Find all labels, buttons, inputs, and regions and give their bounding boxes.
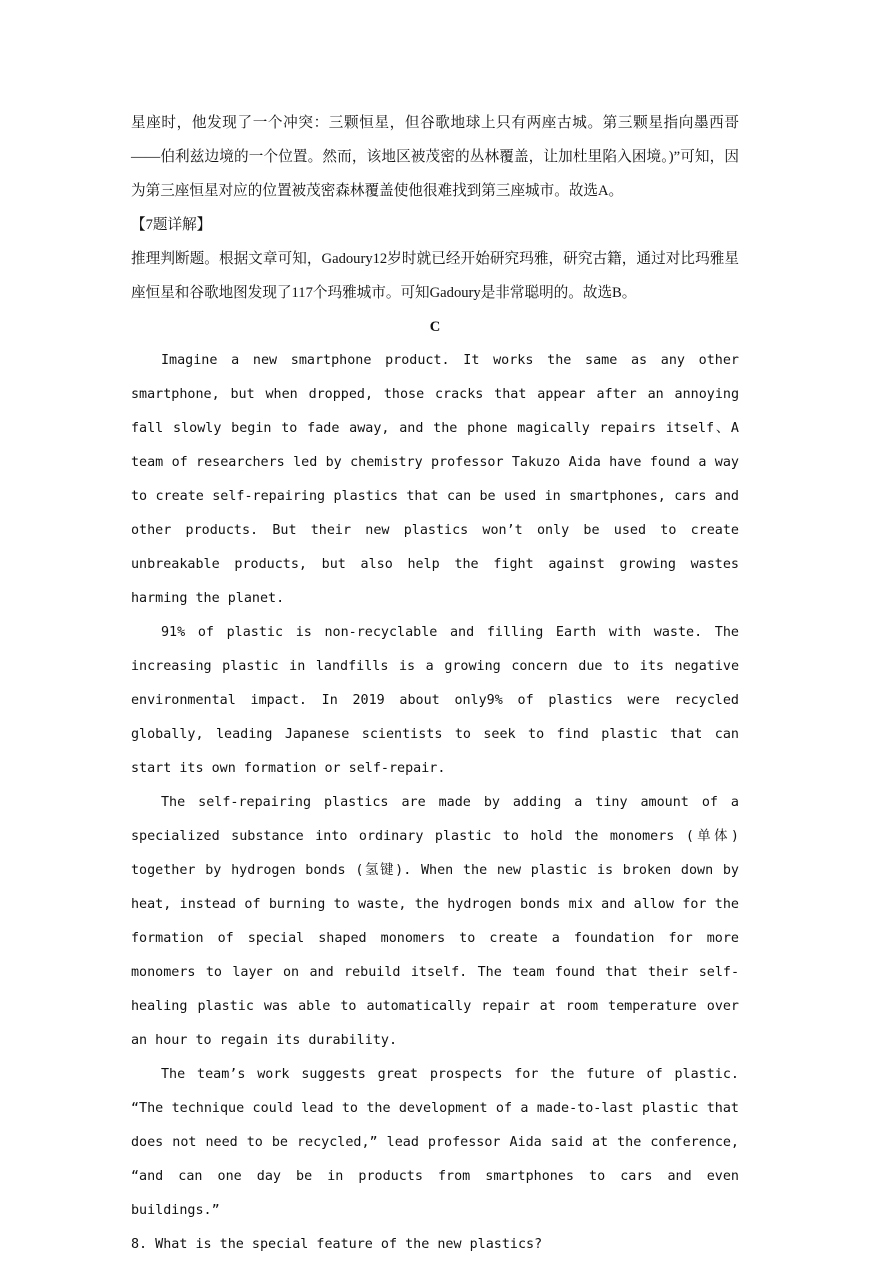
passage-paragraph-2: 91% of plastic is non-recyclable and filling Earth with waste. The increasing plastic in landfills is a growing concern due to its negative environmental impact. In 2019 about only9% of plastics were recycled globally, leading Japanese scientists to seek to find plastic that can start its own formation or self-repair. bbox=[131, 625, 739, 776]
passage-paragraph-3: The self-repairing plastics are made by adding a tiny amount of a specialized substance into ordinary plastic to hold the monomers (单体) together by hydrogen bonds (氢键). When the new plastic is broken down by heat, instead of burning to waste, the hydrogen bonds mix and allow for the formation of special shaped monomers to create a foundation for more monomers to layer on and rebuild itself. The team found that their self-healing plastic was able to automatically repair at room temperature over an hour to regain its durability. bbox=[131, 795, 739, 1048]
answer-6-explanation-tail: 星座时，他发现了一个冲突：三颗恒星，但谷歌地球上只有两座古城。第三颗星指向墨西哥——伯利兹边境的一个位置。然而，该地区被茂密的丛林覆盖，让加杜里陷入困境。)”可知，因为第三座恒星对应的位置被茂密森林覆盖使他很难找到第三座城市。故选A。 bbox=[131, 115, 739, 199]
q7-explanation: 推理判断题。根据文章可知，Gadoury12岁时就已经开始研究玛雅，研究古籍，通过对比玛雅星座恒星和谷歌地图发现了117个玛雅城市。可知Gadoury是非常聪明的。故选B。 bbox=[131, 251, 739, 301]
passage-paragraph-4: The team’s work suggests great prospects for the future of plastic. “The technique could lead to the development of a made-to-last plastic that does not need to be recycled,” lead professor Aida said at the conference, “and can one day be in products from smartphones to cars and even buildings.” bbox=[131, 1067, 739, 1218]
question-8: 8. What is the special feature of the new plastics? bbox=[131, 1237, 543, 1252]
passage-paragraph-1: Imagine a new smartphone product. It works the same as any other smartphone, but when dropped, those cracks that appear after an annoying fall slowly begin to fade away, and the phone magically repairs itself、A team of researchers led by chemistry professor Takuzo Aida have found a way to create self-repairing plastics that can be used in smartphones, cars and other products. But their new plastics won’t only be used to create unbreakable products, but also help the fight against growing wastes harming the planet. bbox=[131, 353, 739, 606]
q7-heading: 【7题详解】 bbox=[131, 217, 212, 233]
passage-section-label: C bbox=[429, 319, 441, 335]
document-page bbox=[131, 106, 739, 1262]
